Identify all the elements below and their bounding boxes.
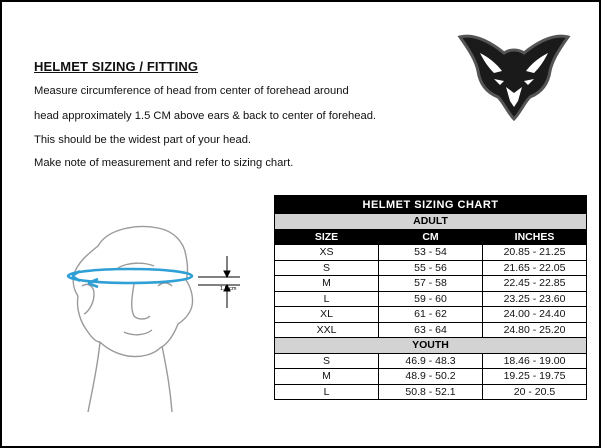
fitting-line-4: Make note of measurement and refer to sizing chart.	[34, 157, 294, 169]
inches-cell: 19.25 - 19.75	[483, 369, 587, 385]
table-row	[275, 260, 587, 276]
cm-cell: 46.9 - 48.3	[379, 353, 483, 369]
size-cell: S	[275, 260, 379, 276]
inches-cell: 18.46 - 19.00	[483, 353, 587, 369]
inches-cell: 20 - 20.5	[483, 384, 587, 400]
size-cell: M	[275, 369, 379, 385]
measure-label: 1.5 cm	[220, 286, 237, 292]
inches-cell: 21.65 - 22.05	[483, 260, 587, 276]
cm-cell: 59 - 60	[379, 291, 483, 307]
cm-cell: 63 - 64	[379, 322, 483, 338]
inches-cell: 22.45 - 22.85	[483, 276, 587, 292]
fitting-line-3: This should be the widest part of your head.	[34, 134, 252, 146]
table-row	[275, 307, 587, 323]
cm-cell: 50.8 - 52.1	[379, 384, 483, 400]
helmet-sizing-chart	[274, 195, 587, 400]
inches-cell: 24.80 - 25.20	[483, 322, 587, 338]
cm-cell: 53 - 54	[379, 245, 483, 261]
inches-cell: 20.85 - 21.25	[483, 245, 587, 261]
fitting-line-2: head approximately 1.5 CM above ears & back to center of forehead.	[34, 110, 377, 122]
size-cell: XS	[275, 245, 379, 261]
table-row	[275, 369, 587, 385]
adult-section-label: ADULT	[275, 214, 587, 230]
chart-title: HELMET SIZING CHART	[275, 196, 587, 214]
youth-section-label: YOUTH	[275, 338, 587, 354]
cm-cell: 61 - 62	[379, 307, 483, 323]
fitting-heading: HELMET SIZING / FITTING	[34, 59, 199, 74]
table-row	[275, 322, 587, 338]
fox-head-logo	[454, 27, 574, 123]
measuring-tape	[68, 269, 192, 283]
head-outline	[73, 227, 192, 412]
column-header-size: SIZE	[275, 229, 379, 245]
column-header-cm: CM	[379, 229, 483, 245]
cm-cell: 55 - 56	[379, 260, 483, 276]
table-row	[275, 353, 587, 369]
inches-cell: 23.25 - 23.60	[483, 291, 587, 307]
column-header-inches: INCHES	[483, 229, 587, 245]
fitting-line-1: Measure circumference of head from center of forehead around	[34, 85, 349, 97]
table-row	[275, 245, 587, 261]
table-row	[275, 384, 587, 400]
inches-cell: 24.00 - 24.40	[483, 307, 587, 323]
size-cell: M	[275, 276, 379, 292]
size-cell: XL	[275, 307, 379, 323]
size-cell: S	[275, 353, 379, 369]
size-cell: L	[275, 291, 379, 307]
table-row	[275, 276, 587, 292]
table-row	[275, 291, 587, 307]
size-cell: L	[275, 384, 379, 400]
size-cell: XXL	[275, 322, 379, 338]
cm-cell: 57 - 58	[379, 276, 483, 292]
measure-indicator	[198, 256, 240, 308]
cm-cell: 48.9 - 50.2	[379, 369, 483, 385]
head-measurement-diagram	[58, 216, 262, 416]
